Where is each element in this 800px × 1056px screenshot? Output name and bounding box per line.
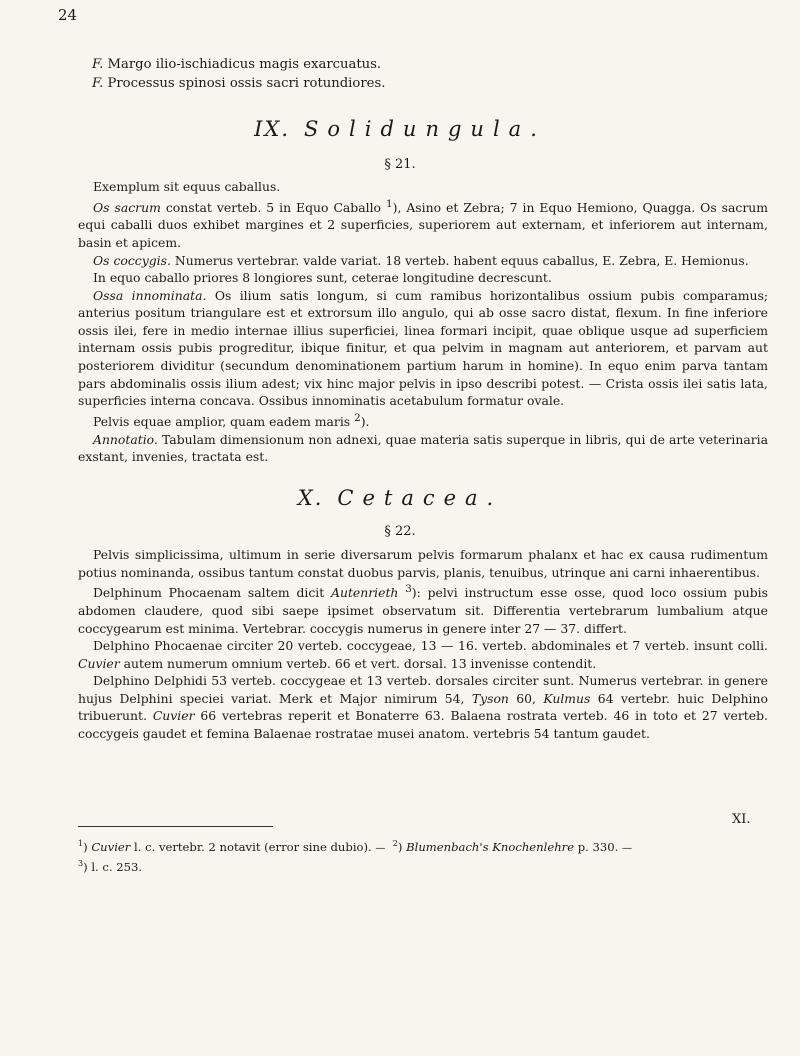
author-name: Tyson [471,690,509,706]
author-name: Cuvier [78,655,120,671]
paragraph: Exemplum sit equus caballus. [93,179,281,194]
paragraph: Pelvis equae amplior, quam eadem maris $^2$). [93,411,370,429]
paragraph: Delphino Delphidi 53 verteb. coccygeae et 13 verteb. dorsales circiter sunt. Numerus vertebrar. in genere hujus Delphini speciei variat. Merk et Major nimirum 54, Tyson 60, Kulmus 64 vertebr. huic Delphino tribuerunt. Cuvier 66 vertebras reperit et Bonaterre 63. Balaena rostrata verteb. 46 in toto et 27 verteb. coccygeis gaudet et femina Balaenae rostratae musei anatom. vertebris 54 tantum gaudet. [78,673,768,742]
figure-label-f2 [92,75,385,93]
author-name: Autenrieth [331,585,399,601]
section-heading-x [0,486,800,510]
footnote: $^3$) l. c. 253. [78,858,143,874]
footnote-mark: 2 [392,839,398,848]
figure-label-f1 [92,56,381,74]
term: Os coccygis. [93,252,171,268]
footnote: $^1$) Cuvier l. c. vertebr. 2 notavit (error sine dubio). — $^2$) Blumenbach's Knochenlehre p. 330. — [78,839,633,854]
footnote-author: Blumenbach's Knochenlehre [406,839,575,854]
figure-text: Processus spinosi ossis sacri rotundiores. [107,76,386,91]
figure-text: Margo ilio-ischiadicus magis exarcuatus. [107,57,382,72]
paragraph-number: § 21. [384,157,416,172]
footnote-ref: 2 [354,411,361,424]
term: Os sacrum [93,199,161,215]
paragraph: Ossa innominata. Os ilium satis longum, si cum ramibus horizontalibus ossium pubis comparamus; anterius positum triangulare est et extrorsum illo angulo, qui ab osse sacro distat, flexum. In fine inferiore ossis ilei, fere in medio internae illius superficiei, linea formari incipit, quae oblique usque ad superficiem internam ossis pubis progreditur, ibique finitur, et qua pelvim in magnam aut anteriorem, et parvam aut posteriorem dividitur (secundum denominationem partium harum in homine). In equo enim parva tantam pars abdominalis ossis ilium adest; vix hinc major pelvis in ipso describi potest. — Crista ossis ilei satis lata, superficies interna concava. Ossibus innominatis acetabulum formatur ovale. [78,287,768,409]
catchword: XI. [732,812,751,827]
paragraph: Pelvis simplicissima, ultimum in serie diversarum pelvis formarum phalanx et hac ex causa rudimentum potius nominanda, ossibus tantum constat duobus parvis, planis, tenuibus, utrinque ani carni inhaerentibus. [78,547,768,580]
footnote-mark: 1 [78,839,84,848]
section-ix-body [78,178,768,466]
section-title: Solidungula. [304,117,546,141]
paragraph: Annotatio. Tabulam dimensionum non adnexi, quae materia satis superque in libris, qui de arte veterinaria exstant, invenies, tractata est. [78,431,768,465]
paragraph: Os sacrum constat verteb. 5 in Equo Caballo $^1$), Asino et Zebra; 7 in Equo Hemiono, Quagga. Os sacrum equi caballi duos exhibet margines et 2 superficies, superiorem aut externam, et inferiorem aut internam, basin et apicem. [78,197,768,250]
footnote-author: Cuvier [91,839,131,854]
footnote-rule [78,826,273,827]
figure-letter: F. [92,57,104,72]
figure-letter: F. [92,76,104,91]
paragraph: Os coccygis. Numerus vertebrar. valde variat. 18 verteb. habent equus caballus, E. Zebra, E. Hemionus. [93,252,749,268]
paragraph: Delphinum Phocaenam saltem dicit Autenrieth $^3$): pelvi instructum esse osse, quod loco ossium pubis abdomen claudere, quod sibi saepe ipsimet observatum sit. Differentia vertebrarum lumbalium atque coccygearum est minima. Vertebrar. coccygis numerus in genere inter 27 — 37. differt. [78,583,768,636]
section-heading-ix [0,117,800,141]
term: Annotatio. [93,431,158,447]
term: Ossa innominata. [93,287,207,303]
section-x-body [78,546,768,743]
footnote-ref: 3 [405,583,412,596]
author-name: Cuvier [152,708,195,724]
paragraph-number: § 22. [384,524,416,539]
paragraph: In equo caballo priores 8 longiores sunt, ceterae longitudine decrescunt. [93,270,552,286]
author-name: Kulmus [543,690,591,706]
page-number: 24 [58,6,78,24]
footnote-ref: 1 [386,197,393,210]
paragraph: Delphino Phocaenae circiter 20 verteb. coccygeae, 13 — 16. verteb. abdominales et 7 verteb. insunt colli. Cuvier autem numerum omnium verteb. 66 et vert. dorsal. 13 invenisse contendit. [78,638,768,671]
footnotes [78,836,778,875]
section-title: Cetacea. [337,486,503,510]
footnote-mark: 3 [78,858,84,868]
section-roman: IX. [254,117,291,141]
section-roman: X. [297,486,324,510]
